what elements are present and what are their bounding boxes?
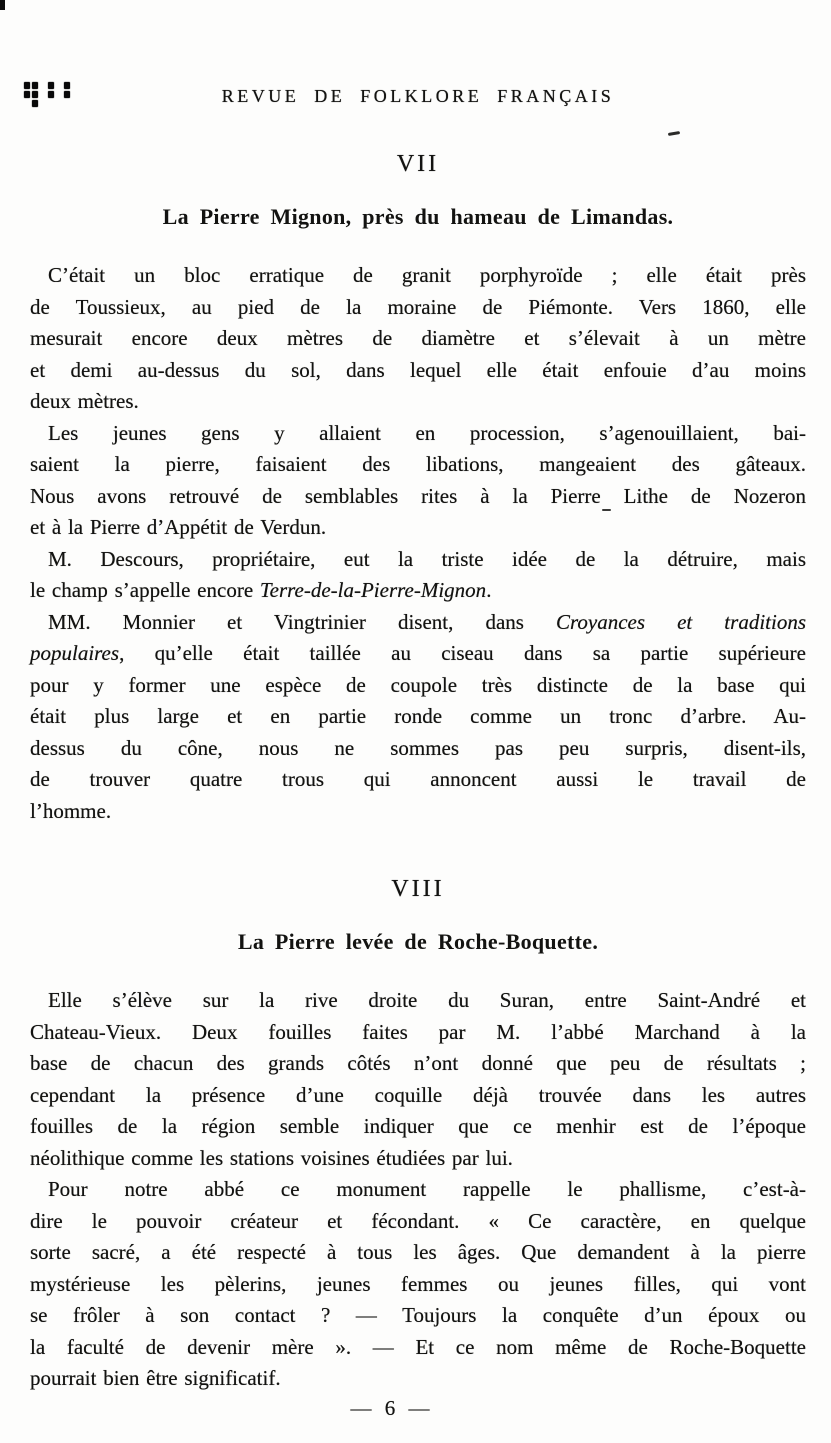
text-run: et à la Pierre d’Appétit de Verdun. xyxy=(30,515,327,539)
text-line xyxy=(30,418,806,450)
text-line xyxy=(30,670,806,702)
text-run: était plus large et en partie ronde comme un tronc d’arbre. Au- xyxy=(30,704,806,728)
text-line xyxy=(30,701,806,733)
text-run: Elle s’élève sur la rive droite du Suran, entre Saint-André et xyxy=(48,988,806,1012)
text-run: mystérieuse les pèlerins, jeunes femmes ou jeunes filles, qui vont xyxy=(30,1271,806,1296)
paragraph xyxy=(30,985,806,1174)
text-line xyxy=(30,449,806,481)
text-run: Les jeunes gens y allaient en procession, s’agenouillaient, bai- xyxy=(48,420,806,445)
text-line xyxy=(30,1143,806,1175)
text-run: néolithique comme les stations voisines étudiées par lui. xyxy=(30,1145,513,1170)
paragraph xyxy=(30,260,806,418)
italic-text-run: populaires xyxy=(30,641,120,665)
text-run: sorte sacré, a été respecté à tous les âges. Que demandent à la pierre xyxy=(30,1240,806,1264)
text-line xyxy=(30,1363,806,1395)
text-line xyxy=(30,575,806,607)
text-line xyxy=(30,1332,806,1364)
text-run: de trouver quatre trous qui annoncent aussi le travail de xyxy=(30,767,806,791)
text-run: Pour notre abbé ce monument rappelle le phallisme, c’est-à- xyxy=(48,1177,806,1201)
text-run: la faculté de devenir mère ». — Et ce nom même de Roche-Boquette xyxy=(30,1334,806,1359)
text-run: base de chacun des grands côtés n’ont donné que peu de résultats ; xyxy=(30,1051,806,1075)
text-run: Nous avons retrouvé de semblables rites à la Pierre Lithe de Nozeron xyxy=(30,483,806,508)
text-line xyxy=(30,985,806,1017)
section-number: VII xyxy=(396,151,440,177)
section-number: VIII xyxy=(391,876,445,902)
section-title: La Pierre levée de Roche-Boquette. xyxy=(237,929,599,954)
text-run: , qu’elle était taillée au ciseau dans sa partie supérieure xyxy=(119,641,806,665)
text-line xyxy=(30,260,806,292)
text-line xyxy=(30,1111,806,1143)
text-run: deux mètres. xyxy=(30,389,139,413)
text-run: MM. Monnier et Vingtrinier disent, dans xyxy=(48,609,556,634)
text-run: pour y former une espèce de coupole très distincte de la base qui xyxy=(30,672,806,697)
paragraph xyxy=(30,607,806,828)
section-title: La Pierre Mignon, près du hameau de Limandas. xyxy=(162,204,674,229)
text-line xyxy=(30,607,806,639)
text-line xyxy=(30,1017,806,1049)
section-VIII xyxy=(30,875,806,1395)
text-run: de Toussieux, au pied de la moraine de Piémonte. Vers 1860, elle xyxy=(30,294,806,319)
text-line xyxy=(30,1300,806,1332)
scan-corner-artifact xyxy=(0,0,5,10)
text-line xyxy=(30,355,806,387)
text-run: dessus du cône, nous ne sommes pas peu surpris, disent-ils, xyxy=(30,735,806,760)
running-head-title: REVUE DE FOLKLORE FRANÇAIS xyxy=(221,86,615,106)
text-line xyxy=(30,1237,806,1269)
text-run: C’était un bloc erratique de granit porphyroïde ; elle était près xyxy=(48,263,806,287)
italic-text-run: Croyances et traditions xyxy=(556,609,806,634)
text-line xyxy=(30,1048,806,1080)
text-line xyxy=(30,481,806,513)
text-run: M. Descours, propriétaire, eut la triste idée de la détruire, mais xyxy=(48,546,806,571)
text-line xyxy=(30,796,806,828)
text-line xyxy=(30,1174,806,1206)
text-run: se frôler à son contact ? — Toujours la conquête d’un époux ou xyxy=(30,1303,806,1327)
text-line xyxy=(30,1206,806,1238)
text-line xyxy=(30,386,806,418)
text-line xyxy=(30,638,806,670)
text-line xyxy=(30,764,806,796)
text-run: saient la pierre, faisaient des libations, mangeaient des gâteaux. xyxy=(30,452,806,476)
text-line xyxy=(30,733,806,765)
text-run: et demi au-dessus du sol, dans lequel elle était enfouie d’au moins xyxy=(30,357,806,382)
paragraph xyxy=(30,1174,806,1395)
text-run: mesurait encore deux mètres de diamètre et s’élevait à un mètre xyxy=(30,326,806,350)
section-VII xyxy=(30,150,806,827)
scan-dash-artifact xyxy=(668,131,680,136)
sections-column xyxy=(30,150,806,1443)
text-run: fouilles de la région semble indiquer que ce menhir est de l’époque xyxy=(30,1114,806,1138)
text-line xyxy=(30,1080,806,1112)
text-run: . xyxy=(486,578,492,602)
page-number: — 6 — xyxy=(350,1396,430,1420)
italic-text-run: Terre-de-la-Pierre-Mignon xyxy=(259,578,487,602)
text-run: l’homme. xyxy=(30,798,112,823)
text-line xyxy=(30,1269,806,1301)
text-line xyxy=(30,323,806,355)
text-run: Chateau-Vieux. Deux fouilles faites par M. l’abbé Marchand à la xyxy=(30,1019,806,1044)
paragraph xyxy=(30,418,806,544)
text-line xyxy=(30,544,806,576)
text-line xyxy=(30,292,806,324)
text-run: cependant la présence d’une coquille déjà trouvée dans les autres xyxy=(30,1082,806,1107)
paragraph xyxy=(30,544,806,607)
text-line xyxy=(30,512,806,544)
text-run: pourrait bien être significatif. xyxy=(30,1366,281,1390)
text-run: dire le pouvoir créateur et fécondant. « Ce caractère, en quelque xyxy=(30,1208,806,1233)
text-run: le champ s’appelle encore xyxy=(30,578,260,602)
